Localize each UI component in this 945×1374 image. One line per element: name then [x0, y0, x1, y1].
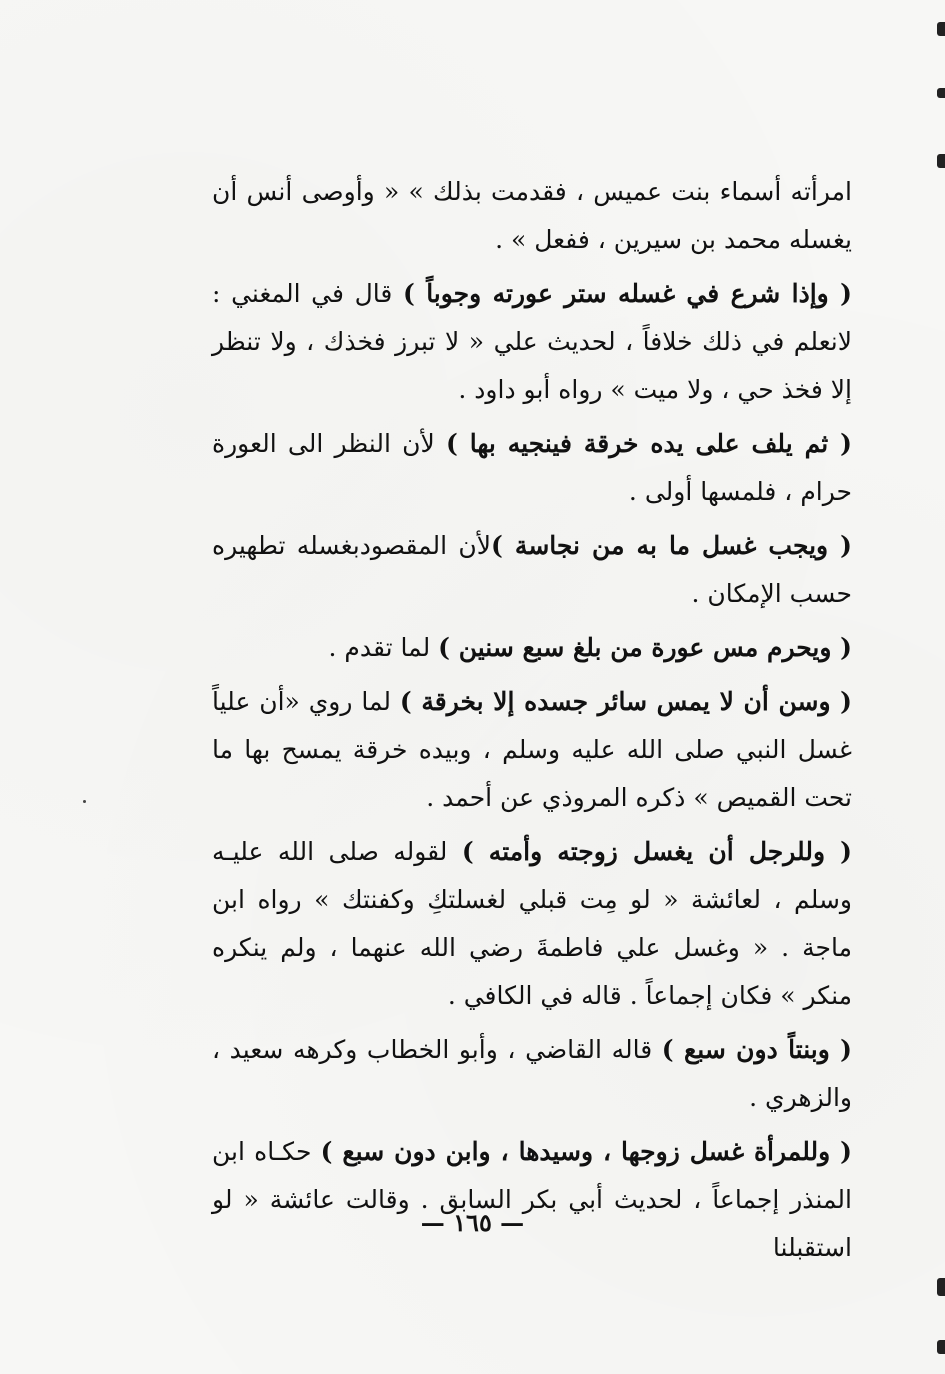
edge-mark — [937, 88, 945, 98]
edge-mark — [937, 154, 945, 168]
paragraph-text: لأن المقصودبغسله تطهيره حسب الإمكان . — [212, 531, 852, 608]
body-text — [212, 168, 852, 1278]
paragraph — [212, 678, 852, 822]
page-number: — ١٦٥ — — [420, 1208, 525, 1237]
paragraph-text: لما روي «أن علياً غسل النبي صلى الله عليه وسلم ، وبيده خرقة يمسح بها ما تحت القميص » ذكره المروذي عن أحمد . — [212, 687, 852, 812]
paragraph — [212, 168, 852, 264]
paragraph — [212, 624, 852, 672]
paragraph — [212, 420, 852, 516]
paragraph-text: قال في المغني : لانعلم في ذلك خلافاً ، لحديث علي « لا تبرز فخذك ، ولا تنظر إلا فخذ حي ، ولا ميت » رواه أبو داود . — [212, 279, 852, 404]
paragraph-lead: ( وسن أن لا يمس سائر جسده إلا بخرقة ) — [399, 687, 852, 716]
paragraph-lead: ( وللمرأة غسل زوجها ، وسيدها ، وابن دون سبع ) — [320, 1137, 852, 1166]
paragraph-text: حكـاه ابن المنذر إجماعاً ، لحديث أبي بكر السابق . وقالت عائشة « لو استقبلنا — [212, 1137, 852, 1262]
paragraph — [212, 1026, 852, 1122]
edge-mark — [937, 1278, 945, 1296]
paragraph-text: لأن النظر الى العورة حرام ، فلمسها أولى . — [212, 429, 852, 506]
paragraph-text: امرأته أسماء بنت عميس ، فقدمت بذلك » « وأوصى أنس أن يغسله محمد بن سيرين ، ففعل » . — [212, 177, 852, 254]
scan-speck — [83, 800, 86, 803]
paragraph — [212, 270, 852, 414]
paragraph-lead: ( وبنتاً دون سبع ) — [661, 1035, 852, 1064]
paragraph-text: لما تقدم . — [328, 633, 439, 662]
paragraph — [212, 1128, 852, 1272]
paragraph-text: قاله القاضي ، وأبو الخطاب وكرهه سعيد ، والزهري . — [212, 1035, 852, 1112]
paragraph-text: لقوله صلى الله عليـه وسلم ، لعائشة « لو مِت قبلي لغسلتكِ وكفنتك » رواه ابن ماجة . « وغسل علي فاطمةَ رضي الله عنهما ، ولم ينكره منكر » فكان إجماعاً . قاله في الكافي . — [212, 837, 852, 1010]
paragraph — [212, 522, 852, 618]
paragraph-lead: ( ويحرم مس عورة من بلغ سبع سنين ) — [438, 633, 852, 662]
paragraph — [212, 828, 852, 1020]
paragraph-lead: ( وللرجل أن يغسل زوجته وأمته ) — [461, 837, 852, 866]
paragraph-lead: ( وإذا شرع في غسله ستر عورته وجوباً ) — [402, 279, 852, 308]
edge-mark — [937, 22, 945, 36]
paragraph-lead: ( ثم يلف على يده خرقة فينجيه بها ) — [445, 429, 852, 458]
paragraph-lead: ( ويجب غسل ما به من نجاسة ) — [491, 531, 853, 560]
edge-mark — [937, 1340, 945, 1354]
